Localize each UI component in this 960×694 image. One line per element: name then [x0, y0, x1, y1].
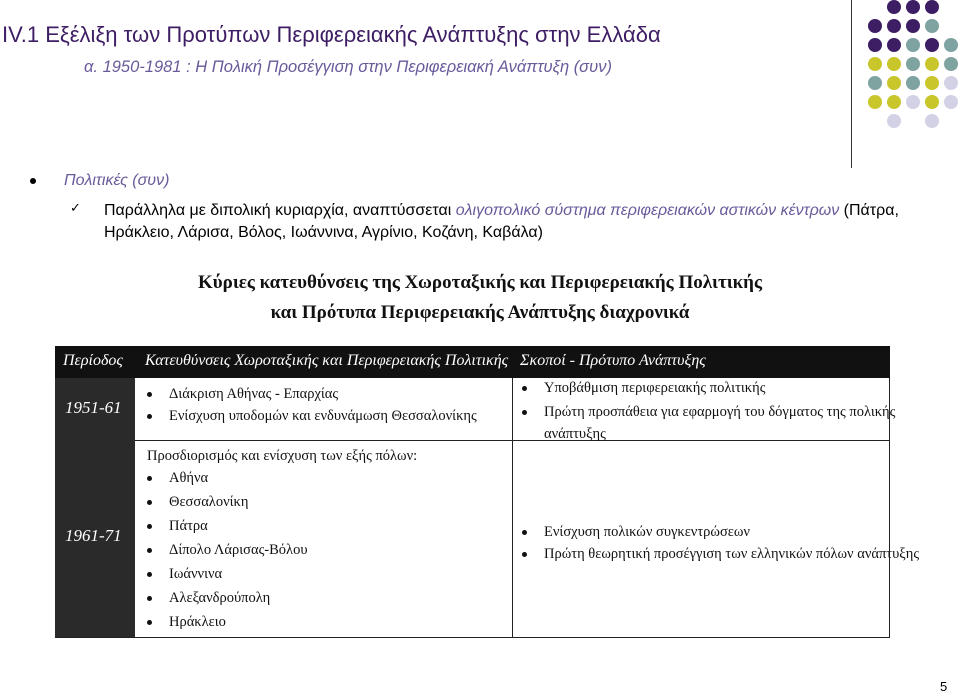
decorative-dot — [925, 19, 939, 33]
header-policy: Κατευθύνσεις Χωροταξικής και Περιφερειακής Πολιτικής — [145, 352, 509, 369]
list-item: Ενίσχυση πολικών συγκεντρώσεων — [522, 524, 750, 541]
bullet-dot-icon — [30, 178, 36, 184]
decorative-dot — [887, 19, 901, 33]
para-start: Παράλληλα με διπολική κυριαρχία, αναπτύσσεται — [104, 202, 456, 219]
list-item: Αλεξανδρούπολη — [147, 590, 270, 607]
decorative-dot — [887, 114, 901, 128]
slide-subtitle: α. 1950-1981 : Η Πολική Προσέγγιση στην Περιφερειακή Ανάπτυξη (συν) — [84, 58, 612, 76]
goal-continuation: ανάπτυξης — [544, 426, 606, 442]
decorative-dot — [925, 114, 939, 128]
decorative-dot — [868, 38, 882, 52]
decorative-dot — [906, 0, 920, 14]
decorative-dot — [944, 57, 958, 71]
decorative-dot — [887, 76, 901, 90]
para-end: (Πάτρα, Ηράκλειο, Λάρισα, Βόλος, Ιωάννινα, Αγρίνιο, Κοζάνη, Καβάλα) — [104, 202, 899, 241]
divider-line — [851, 0, 852, 168]
decorative-dot — [906, 76, 920, 90]
decorative-dot — [906, 19, 920, 33]
list-item: Ηράκλειο — [147, 614, 226, 631]
list-item: Ιωάννινα — [147, 566, 222, 583]
list-item: Διάκριση Αθήνας - Επαρχίας — [147, 386, 338, 403]
decorative-dots — [0, 0, 960, 160]
decorative-dot — [887, 38, 901, 52]
para-highlight: ολιγοπολικό σύστημα περιφερειακών αστικών κέντρων — [455, 202, 840, 219]
decorative-dot — [887, 95, 901, 109]
decorative-dot — [906, 57, 920, 71]
column-separator — [512, 378, 513, 638]
period-column — [55, 378, 135, 638]
decorative-dot — [944, 95, 958, 109]
header-period: Περίοδος — [63, 352, 123, 369]
poles-intro: Προσδιορισμός και ενίσχυση των εξής πόλων: — [147, 448, 418, 464]
decorative-dot — [868, 76, 882, 90]
decorative-dot — [868, 95, 882, 109]
decorative-dot — [906, 38, 920, 52]
period-1951: 1951-61 — [65, 398, 122, 417]
decorative-dot — [925, 0, 939, 14]
decorative-dot — [944, 38, 958, 52]
decorative-dot — [887, 0, 901, 14]
bullet-text: Πολιτικές (συν) — [64, 172, 170, 189]
row-separator — [135, 440, 890, 441]
decorative-dot — [925, 38, 939, 52]
table-header — [55, 346, 890, 378]
decorative-dot — [868, 19, 882, 33]
decorative-dot — [868, 57, 882, 71]
decorative-dot — [944, 76, 958, 90]
decorative-dot — [925, 76, 939, 90]
list-item: Δίπολο Λάρισας-Βόλου — [147, 542, 308, 559]
body-paragraph — [104, 200, 924, 244]
policy-table — [55, 346, 920, 638]
table-bottom-border — [55, 637, 890, 638]
decorative-dot — [906, 95, 920, 109]
page-number: 5 — [940, 679, 948, 694]
table-title-line2: και Πρότυπα Περιφερειακής Ανάπτυξης διαχρονικά — [270, 302, 690, 323]
decorative-dot — [925, 95, 939, 109]
list-item: Πάτρα — [147, 518, 208, 535]
decorative-dot — [887, 57, 901, 71]
list-item: Πρώτη προσπάθεια για εφαρμογή του δόγματος της πολικής — [522, 404, 895, 421]
period-1961: 1961-71 — [65, 526, 122, 545]
check-icon: ✓ — [70, 200, 81, 215]
decorative-dot — [925, 57, 939, 71]
table-title-line1: Κύριες κατευθύνσεις της Χωροταξικής και Περιφερειακής Πολιτικής — [198, 272, 762, 293]
list-item: Πρώτη θεωρητική προσέγγιση των ελληνικών πόλων ανάπτυξης — [522, 546, 919, 563]
header-goals: Σκοποί - Πρότυπο Ανάπτυξης — [520, 352, 706, 369]
slide-title: IV.1 Εξέλιξη των Προτύπων Περιφερειακής Ανάπτυξης στην Ελλάδα — [2, 22, 661, 47]
list-item: Θεσσαλονίκη — [147, 494, 248, 511]
list-item: Ενίσχυση υποδομών και ενδυνάμωση Θεσσαλονίκης — [147, 408, 477, 425]
list-item: Υποβάθμιση περιφερειακής πολιτικής — [522, 380, 765, 397]
bullet-policies — [30, 172, 169, 190]
list-item: Αθήνα — [147, 470, 208, 487]
